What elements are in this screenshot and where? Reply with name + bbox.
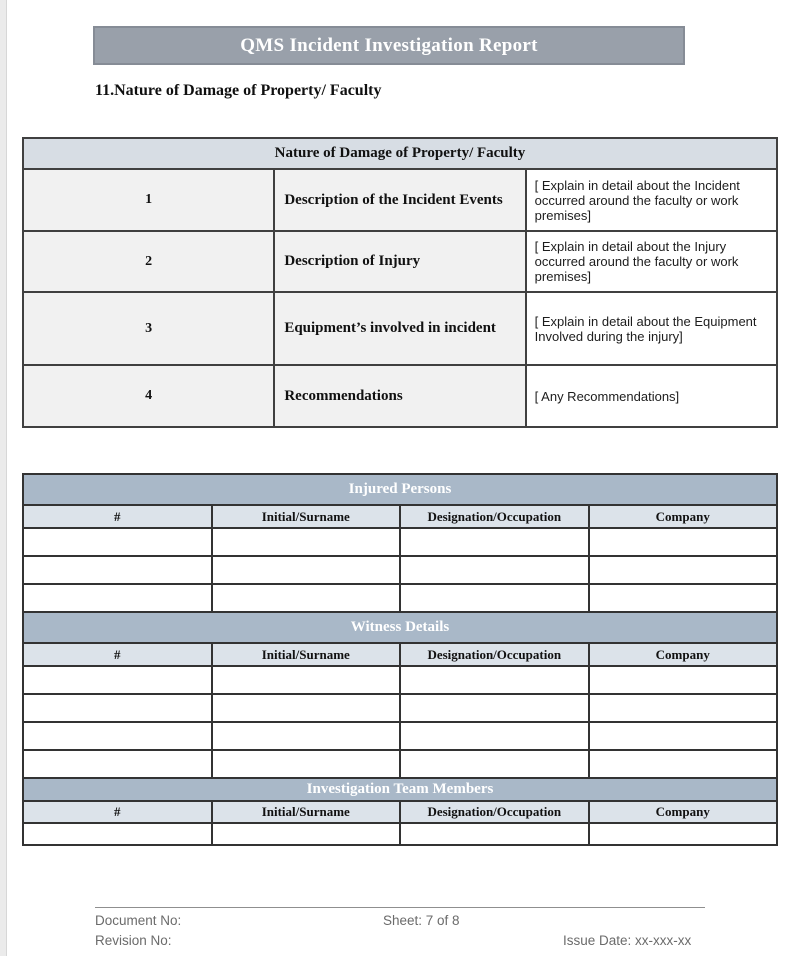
damage-table-title: Nature of Damage of Property/ Faculty xyxy=(23,138,777,169)
column-header: Designation/Occupation xyxy=(400,505,589,528)
table-row xyxy=(23,666,777,694)
empty-cell xyxy=(589,694,778,722)
empty-cell xyxy=(589,556,778,584)
empty-cell xyxy=(212,528,401,556)
empty-cell xyxy=(589,666,778,694)
empty-cell xyxy=(400,666,589,694)
empty-cell xyxy=(400,823,589,845)
row-value: [ Any Recommendations] xyxy=(526,365,777,427)
empty-cell xyxy=(23,823,212,845)
row-value: [ Explain in detail about the Equipment Involved during the injury] xyxy=(526,292,777,365)
column-header: # xyxy=(23,643,212,666)
document-no-label: Document No: xyxy=(95,913,182,928)
damage-table-title-row xyxy=(23,138,777,169)
table-row xyxy=(23,169,777,231)
column-header: Designation/Occupation xyxy=(400,801,589,823)
empty-cell xyxy=(212,694,401,722)
empty-cell xyxy=(589,722,778,750)
section-header-investigation-team xyxy=(23,778,777,801)
empty-cell xyxy=(589,528,778,556)
empty-cell xyxy=(400,584,589,612)
empty-cell xyxy=(400,528,589,556)
footer-divider xyxy=(95,907,705,908)
table-row xyxy=(23,823,777,845)
empty-cell xyxy=(212,823,401,845)
table-row xyxy=(23,231,777,292)
empty-cell xyxy=(400,750,589,778)
empty-cell xyxy=(212,750,401,778)
empty-cell xyxy=(589,584,778,612)
empty-cell xyxy=(23,528,212,556)
empty-cell xyxy=(23,722,212,750)
empty-cell xyxy=(400,722,589,750)
column-header: Initial/Surname xyxy=(212,801,401,823)
table-row xyxy=(23,750,777,778)
empty-cell xyxy=(23,584,212,612)
row-label: Description of the Incident Events xyxy=(274,169,525,231)
report-title: QMS Incident Investigation Report xyxy=(240,34,538,56)
table-row xyxy=(23,556,777,584)
empty-cell xyxy=(400,556,589,584)
section-title: Witness Details xyxy=(23,612,777,643)
empty-cell xyxy=(23,750,212,778)
empty-cell xyxy=(23,556,212,584)
revision-no-label: Revision No: xyxy=(95,933,172,948)
column-header: # xyxy=(23,801,212,823)
empty-cell xyxy=(212,556,401,584)
row-label: Description of Injury xyxy=(274,231,525,292)
empty-cell xyxy=(212,584,401,612)
section-title: Injured Persons xyxy=(23,474,777,505)
column-header: Company xyxy=(589,505,778,528)
issue-date-label: Issue Date: xx-xxx-xx xyxy=(563,933,692,948)
row-label: Equipment’s involved in incident xyxy=(274,292,525,365)
column-header: Designation/Occupation xyxy=(400,643,589,666)
column-header: Company xyxy=(589,801,778,823)
section-heading: 11.Nature of Damage of Property/ Faculty xyxy=(95,82,382,99)
column-header-row xyxy=(23,801,777,823)
empty-cell xyxy=(212,722,401,750)
row-number: 2 xyxy=(23,231,274,292)
column-header: Company xyxy=(589,643,778,666)
people-table xyxy=(22,473,778,846)
row-label: Recommendations xyxy=(274,365,525,427)
table-row xyxy=(23,528,777,556)
column-header: # xyxy=(23,505,212,528)
section-header-witness-details xyxy=(23,612,777,643)
table-row xyxy=(23,584,777,612)
table-row xyxy=(23,365,777,427)
table-row xyxy=(23,292,777,365)
empty-cell xyxy=(212,666,401,694)
sheet-label: Sheet: 7 of 8 xyxy=(383,913,460,928)
empty-cell xyxy=(23,666,212,694)
section-header-injured-persons xyxy=(23,474,777,505)
column-header-row xyxy=(23,643,777,666)
page-edge-strip xyxy=(0,0,7,956)
table-row xyxy=(23,722,777,750)
column-header: Initial/Surname xyxy=(212,643,401,666)
empty-cell xyxy=(23,694,212,722)
table-row xyxy=(23,694,777,722)
row-number: 4 xyxy=(23,365,274,427)
column-header-row xyxy=(23,505,777,528)
row-value: [ Explain in detail about the Incident occurred around the faculty or work premises] xyxy=(526,169,777,231)
row-value: [ Explain in detail about the Injury occurred around the faculty or work premises] xyxy=(526,231,777,292)
row-number: 3 xyxy=(23,292,274,365)
damage-table xyxy=(22,137,778,428)
column-header: Initial/Surname xyxy=(212,505,401,528)
empty-cell xyxy=(400,694,589,722)
empty-cell xyxy=(589,823,778,845)
row-number: 1 xyxy=(23,169,274,231)
empty-cell xyxy=(589,750,778,778)
report-title-banner xyxy=(93,26,685,65)
section-title: Investigation Team Members xyxy=(23,778,777,801)
